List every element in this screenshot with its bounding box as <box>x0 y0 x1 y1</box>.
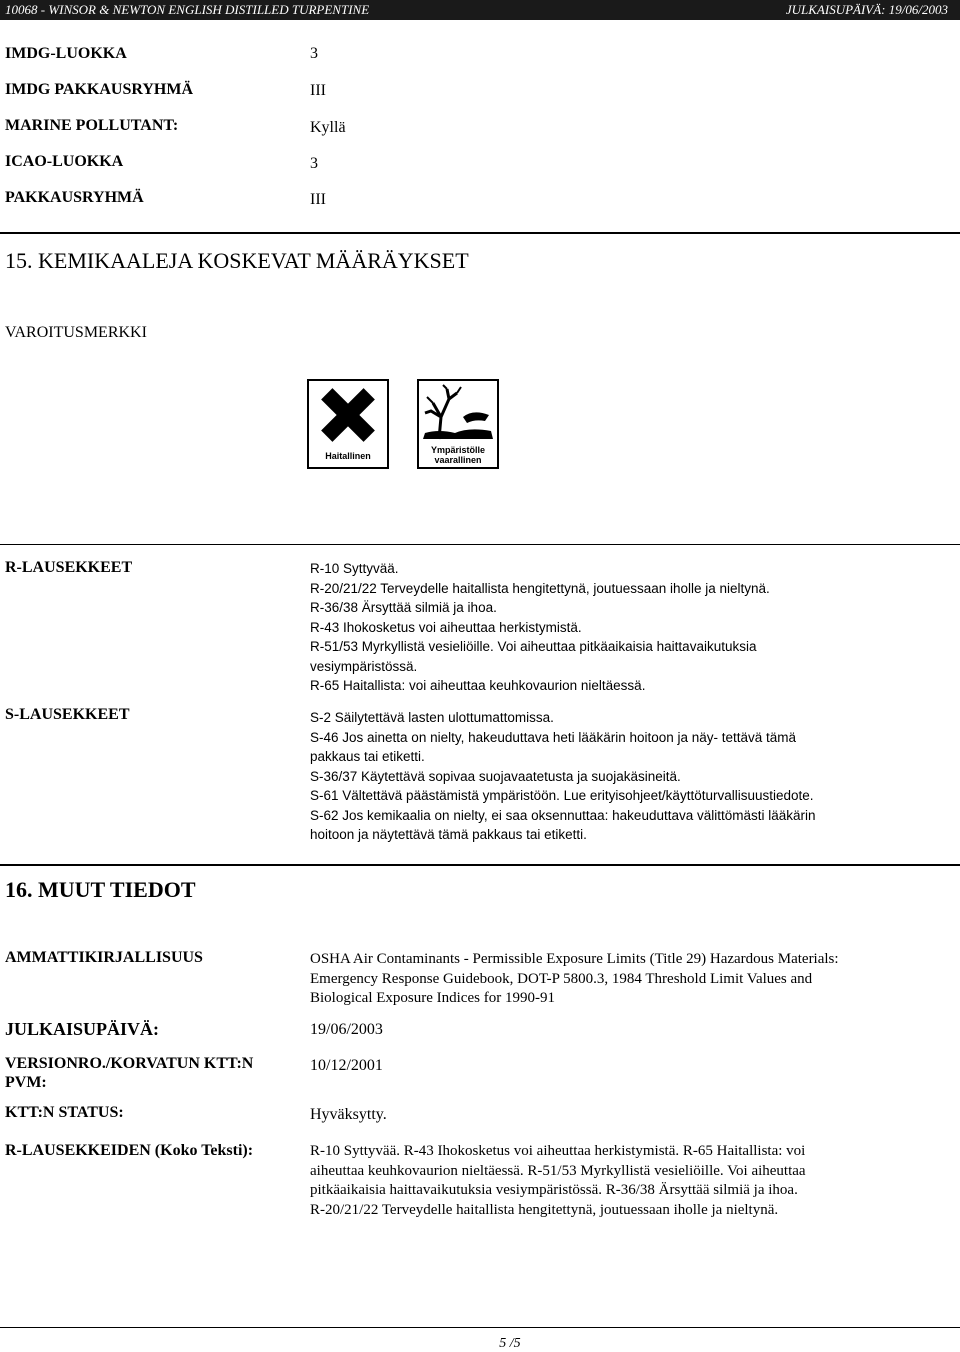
r-phrase-line: R-10 Syttyvää. <box>310 561 399 576</box>
section-16-rule <box>0 864 960 866</box>
section-15-title: 15. KEMIKAALEJA KOSKEVAT MÄÄRÄYKSET <box>5 248 469 273</box>
r-phrase-line: R-65 Haitallista: voi aiheuttaa keuhkovaurion nieltäessä. <box>310 678 646 693</box>
r-full-line: pitkäaikaisia haittavaikutuksia vesiympäristössä. R-36/38 Ärsyttää silmiä ja ihoa. <box>310 1182 798 1198</box>
version-label-line2: PVM: <box>5 1074 47 1091</box>
literature-line: OSHA Air Contaminants - Permissible Exposure Limits (Title 29) Hazardous Materials: <box>310 951 839 967</box>
r-full-text <box>310 1142 806 1220</box>
literature-label: AMMATTIKIRJALLISUUS <box>5 949 203 966</box>
s-phrase-line: S-2 Säilytettävä lasten ulottumattomissa. <box>310 710 554 725</box>
r-full-line: R-10 Syttyvää. R-43 Ihokosketus voi aiheuttaa herkistymistä. R-65 Haitallista: voi <box>310 1143 806 1159</box>
packing-group-value: III <box>310 191 326 208</box>
r-full-line: R-20/21/22 Terveydelle haitallista hengitettynä, joutuessaan iholle ja nieltynä. <box>310 1201 779 1218</box>
s-phrases-label: S-LAUSEKKEET <box>5 706 130 723</box>
version-value: 10/12/2001 <box>310 1057 383 1074</box>
imdg-class-label: IMDG-LUOKKA <box>5 45 127 62</box>
environment-symbol <box>417 379 499 469</box>
environment-caption-line1: Ympäristölle <box>430 445 486 455</box>
r-phrases-rule <box>0 544 960 545</box>
s-phrase-line: S-61 Vältettävä päästämistä ympäristöön. Lue erityisohjeet/käyttöturvallisuustiedote. <box>310 788 814 803</box>
r-phrases-label: R-LAUSEKKEET <box>5 559 133 576</box>
r-phrase-line: R-43 Ihokosketus voi aiheuttaa herkistymistä. <box>310 619 582 635</box>
marine-pollutant-label: MARINE POLLUTANT: <box>5 117 179 134</box>
issue-date-value: 19/06/2003 <box>310 1021 383 1038</box>
r-phrase-line: R-36/38 Ärsyttää silmiä ja ihoa. <box>310 600 497 615</box>
r-phrase-line: R-51/53 Myrkyllistä vesieliöille. Voi aiheuttaa pitkäaikaisia haittavaikutuksia <box>310 639 757 654</box>
page-number: 5 /5 <box>499 1336 521 1351</box>
literature-line: Biological Exposure Indices for 1990-91 <box>310 990 555 1006</box>
s-phrases-list <box>310 708 816 845</box>
s-phrase-line: S-46 Jos ainetta on nielty, hakeuduttava heti lääkärin hoitoon ja näy- tettävä tämä <box>310 729 797 745</box>
section-16-title: 16. MUUT TIEDOT <box>5 877 196 902</box>
harmful-caption: Haitallinen <box>325 451 371 461</box>
r-phrase-line: R-20/21/22 Terveydelle haitallista hengitettynä, joutuessaan iholle ja nieltynä. <box>310 580 770 596</box>
r-full-text-label: R-LAUSEKKEIDEN (Koko Teksti): <box>5 1142 254 1159</box>
status-label: KTT:N STATUS: <box>5 1104 124 1121</box>
s-phrase-line: S-36/37 Käytettävä sopivaa suojavaatetusta ja suojakäsineitä. <box>310 768 681 784</box>
r-full-line: aiheuttaa keuhkovaurion nieltäessä. R-51/53 Myrkyllistä vesieliöille. Voi aiheuttaa <box>310 1162 806 1179</box>
s-phrase-line: S-62 Jos kemikaalia on nielty, ei saa oksennuttaa: hakeuduttava välittömästi lääkärin <box>310 807 816 823</box>
imdg-packing-group-label: IMDG PAKKAUSRYHMÄ <box>5 81 194 98</box>
document-title: 10068 - WINSOR & NEWTON ENGLISH DISTILLED TURPENTINE <box>5 2 370 17</box>
harmful-symbol <box>307 379 389 469</box>
environment-hazard-icon <box>419 381 497 443</box>
icao-class-value: 3 <box>310 155 318 172</box>
imdg-class-value: 3 <box>310 45 318 62</box>
r-phrase-line: vesiympäristössä. <box>310 658 418 674</box>
icao-class-label: ICAO-LUOKKA <box>5 153 124 170</box>
marine-pollutant-value: Kyllä <box>310 119 346 136</box>
s-phrase-line: pakkaus tai etiketti. <box>310 749 425 764</box>
imdg-packing-group-value: III <box>310 82 326 99</box>
packing-group-label: PAKKAUSRYHMÄ <box>5 189 144 206</box>
footer-rule <box>0 1327 960 1328</box>
r-phrases-list <box>310 559 770 696</box>
header-date: JULKAISUPÄIVÄ: 19/06/2003 <box>785 2 948 17</box>
status-value: Hyväksytty. <box>310 1106 387 1123</box>
literature-line: Emergency Response Guidebook, DOT-P 5800.3, 1984 Threshold Limit Values and <box>310 970 813 987</box>
s-phrase-line: hoitoon ja näytettävä tämä pakkaus tai etiketti. <box>310 827 587 842</box>
harmful-x-icon <box>309 381 387 447</box>
environment-caption-line2: vaarallinen <box>434 455 482 465</box>
section-15-rule <box>0 232 960 234</box>
version-label-line1: VERSIONRO./KORVATUN KTT:N <box>5 1055 254 1072</box>
warning-symbol-label: VAROITUSMERKKI <box>5 324 147 341</box>
literature-text <box>310 950 839 1009</box>
issue-date-label: JULKAISUPÄIVÄ: <box>5 1019 160 1039</box>
